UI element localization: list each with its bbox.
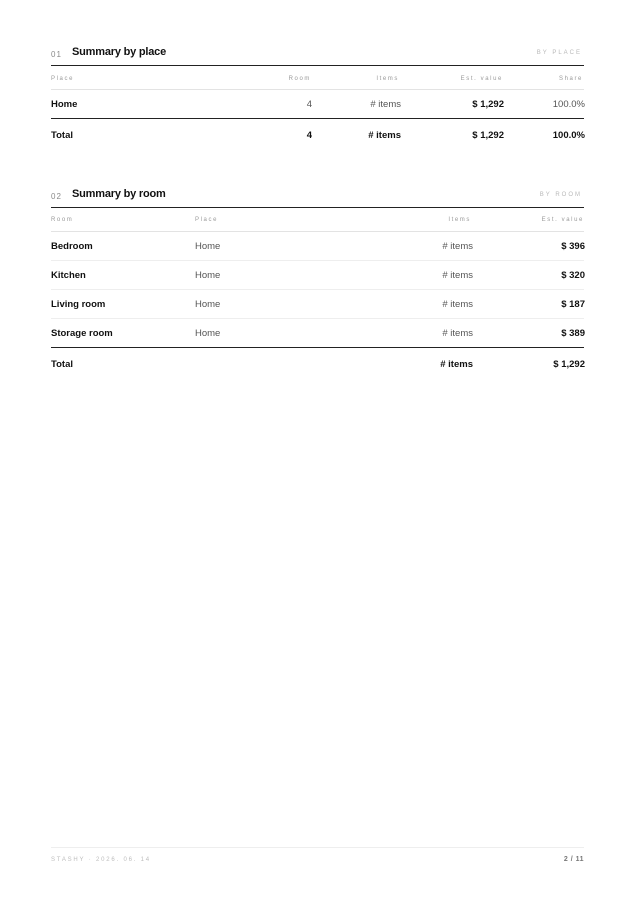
- column-header-est-value: Est. value: [460, 76, 503, 82]
- column-header-items: Items: [448, 217, 471, 223]
- total-divider: [51, 118, 584, 119]
- row-place: Home: [195, 241, 221, 252]
- row-est-value: $ 1,292: [472, 99, 504, 110]
- total-share: 100.0%: [552, 130, 585, 141]
- row-room: Storage room: [51, 328, 113, 339]
- row-room-count: 4: [306, 99, 312, 110]
- column-header-place: Place: [51, 76, 75, 82]
- total-label: Total: [51, 130, 73, 141]
- column-header-share: Share: [558, 76, 583, 82]
- row-place: Home: [195, 328, 221, 339]
- section-number: 01: [51, 50, 62, 59]
- row-est-value: $ 187: [561, 299, 585, 310]
- room-summary-header: [51, 186, 584, 208]
- row-items: # items: [442, 270, 473, 281]
- page-number: 2 / 11: [563, 856, 584, 863]
- column-header-items: Items: [376, 76, 399, 82]
- row-place: Home: [195, 299, 221, 310]
- column-header-room: Room: [51, 217, 74, 223]
- row-items: # items: [442, 299, 473, 310]
- row-divider: [51, 231, 584, 232]
- section-title: Summary by place: [72, 46, 167, 58]
- row-room: Living room: [51, 299, 106, 310]
- total-label: Total: [51, 359, 73, 370]
- row-est-value: $ 389: [561, 328, 585, 339]
- row-place: Home: [51, 99, 78, 110]
- footer-brand-date: STASHY · 2026. 06. 14: [51, 857, 151, 863]
- row-divider: [51, 260, 584, 261]
- row-room: Bedroom: [51, 241, 93, 252]
- row-items: # items: [442, 328, 473, 339]
- total-est-value: $ 1,292: [553, 359, 585, 370]
- section-tag: BY PLACE: [536, 50, 582, 56]
- row-divider: [51, 89, 584, 90]
- place-summary-header: [51, 44, 584, 66]
- total-items: # items: [368, 130, 401, 141]
- row-est-value: $ 396: [561, 241, 585, 252]
- row-est-value: $ 320: [561, 270, 585, 281]
- row-room: Kitchen: [51, 270, 86, 281]
- column-header-place: Place: [195, 217, 219, 223]
- column-header-room: Room: [288, 76, 311, 82]
- row-share: 100.0%: [552, 99, 585, 110]
- footer-divider: [51, 847, 584, 848]
- row-divider: [51, 318, 584, 319]
- column-header-est-value: Est. value: [541, 217, 584, 223]
- row-place: Home: [195, 270, 221, 281]
- total-room-count: 4: [306, 130, 312, 141]
- total-est-value: $ 1,292: [472, 130, 504, 141]
- section-rule: [51, 207, 584, 208]
- section-tag: BY ROOM: [539, 192, 582, 198]
- section-number: 02: [51, 192, 62, 201]
- section-rule: [51, 65, 584, 66]
- section-title: Summary by room: [72, 188, 166, 200]
- total-items: # items: [440, 359, 473, 370]
- row-divider: [51, 289, 584, 290]
- row-items: # items: [370, 99, 401, 110]
- row-items: # items: [442, 241, 473, 252]
- total-divider: [51, 347, 584, 348]
